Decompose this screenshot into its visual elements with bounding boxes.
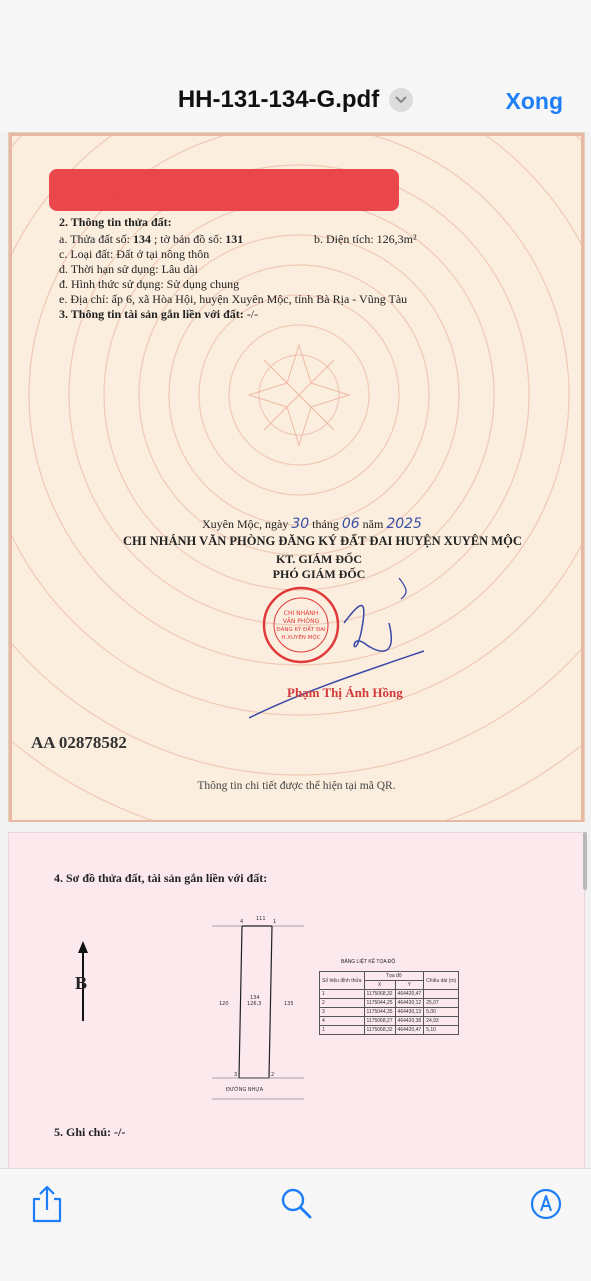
day-handwritten: 30 (291, 516, 310, 532)
section-3-title: 3. Thông tin tài sản gắn liền với đất: (59, 307, 244, 321)
plot-top-label: 111 (256, 916, 266, 922)
pdf-page-2 (8, 832, 585, 1170)
table-row (320, 990, 459, 999)
table-cell: 464420,47 (395, 1026, 424, 1035)
table-header-length: Chiều dài (m) (424, 972, 459, 990)
section-5-notes: 5. Ghi chú: -/- (54, 1125, 126, 1139)
corner-br-label: 2 (271, 1072, 275, 1078)
plot-diagram (204, 913, 314, 1123)
table-cell: 464420,38 (395, 1017, 424, 1026)
table-cell: 3 (320, 1008, 365, 1017)
land-type: c. Loại đất: Đất ở tại nông thôn (59, 247, 210, 261)
corner-tr-label: 1 (273, 919, 277, 925)
search-icon[interactable] (281, 1188, 313, 1220)
month-handwritten: 06 (341, 516, 360, 532)
table-cell: 5,10 (424, 1026, 459, 1035)
plot-number: 134 (250, 995, 260, 1001)
table-header-y: Y (395, 981, 424, 990)
table-cell: 464430,13 (395, 1008, 424, 1017)
table-cell: 1 (320, 1026, 365, 1035)
plot-area: 126,3 (247, 1001, 262, 1007)
share-icon[interactable] (30, 1185, 64, 1223)
table-cell: 1175068,32 (364, 990, 395, 999)
serial-number: AA 02878582 (31, 733, 127, 752)
chevron-down-icon[interactable] (389, 88, 413, 112)
section-4-title: 4. Sơ đồ thửa đất, tài sản gắn liền với đất: (54, 871, 268, 885)
qr-note: Thông tin chi tiết được thể hiện tại mã QR. (197, 780, 396, 792)
year-handwritten: 2025 (386, 516, 422, 532)
area-line (314, 232, 417, 247)
seal-text-3: ĐĂNG KÝ ĐẤT ĐAI (276, 627, 326, 633)
kt-director: KT. GIÁM ĐỐC (275, 552, 363, 566)
month-label: tháng (312, 517, 339, 531)
coordinates-table (319, 971, 459, 1035)
table-header-vertex: Số hiệu đỉnh thửa (320, 972, 365, 990)
table-cell: 4 (320, 1017, 365, 1026)
corner-bl-label: 3 (234, 1072, 238, 1078)
year-label: năm (362, 517, 384, 531)
table-cell: 1175068,32 (364, 1026, 395, 1035)
parcel-line (59, 232, 243, 247)
table-cell: 25,07 (424, 999, 459, 1008)
table-cell (424, 990, 459, 999)
signer-name: Phạm Thị Ánh Hồng (287, 685, 403, 700)
section-2-title: 2. Thông tin thửa đất: (59, 215, 172, 229)
seal-text-4: H.XUYÊN MỘC (281, 635, 321, 641)
area-value: 126,3m² (376, 232, 417, 246)
table-row (320, 1008, 459, 1017)
north-letter: B (75, 973, 88, 993)
page-gap (0, 822, 591, 832)
table-title: BẢNG LIỆT KÊ TỌA ĐỘ (341, 959, 396, 965)
plot-left-label: 120 (219, 1001, 229, 1007)
address: e. Địa chỉ: ấp 6, xã Hòa Hội, huyện Xuyên Mộc, tỉnh Bà Rịa - Vũng Tàu (59, 292, 408, 306)
top-bar (0, 0, 591, 132)
office-name: CHI NHÁNH VĂN PHÒNG ĐĂNG KÝ ĐẤT ĐAI HUYỆN XUYÊN MỘC (123, 534, 522, 548)
table-row (320, 1026, 459, 1035)
road-label: ĐƯỜNG NHỰA (226, 1087, 264, 1093)
date-line (202, 516, 422, 532)
bottom-toolbar (0, 1168, 591, 1281)
scrollbar-thumb[interactable] (583, 832, 587, 890)
place-label: Xuyên Mộc, ngày (202, 517, 289, 531)
seal-text-1: CHI NHÁNH (283, 610, 319, 617)
table-cell: 464430,12 (395, 999, 424, 1008)
table-header-x: X (364, 981, 395, 990)
usage-form: đ. Hình thức sử dụng: Sử dụng chung (59, 277, 240, 291)
done-button[interactable]: Xong (505, 88, 563, 114)
table-cell: 5,00 (424, 1008, 459, 1017)
parcel-number: 134 (132, 232, 151, 246)
table-cell: 1175044,25 (364, 999, 395, 1008)
corner-tl-label: 4 (240, 919, 244, 925)
map-sheet-label: ; tờ bản đồ số: (153, 232, 223, 246)
table-cell: 464420,47 (395, 990, 424, 999)
seal-text-2: VĂN PHÒNG (282, 618, 320, 625)
usage-term: d. Thời hạn sử dụng: Lâu dài (59, 262, 198, 276)
deputy-director: PHÓ GIÁM ĐỐC (272, 567, 366, 581)
table-cell: 2 (320, 999, 365, 1008)
table-row (320, 1017, 459, 1026)
section-3-line (59, 307, 258, 322)
redaction-block (49, 169, 399, 211)
table-row (320, 999, 459, 1008)
parcel-label: a. Thửa đất số: (59, 232, 130, 246)
markup-icon[interactable] (530, 1188, 562, 1220)
map-sheet-number: 131 (225, 232, 244, 246)
table-cell: 1175068,27 (364, 1017, 395, 1026)
document-title[interactable] (0, 86, 591, 114)
plot-right-label: 135 (284, 1001, 294, 1007)
table-cell: 1 (320, 990, 365, 999)
table-cell: 1175044,35 (364, 1008, 395, 1017)
file-name: HH-131-134-G.pdf (177, 86, 380, 113)
table-header-coords: Tọa độ (364, 972, 424, 981)
pdf-page-1 (8, 132, 585, 824)
area-label: b. Diện tích: (314, 232, 374, 246)
table-cell: 24,93 (424, 1017, 459, 1026)
section-3-value: -/- (246, 307, 259, 321)
